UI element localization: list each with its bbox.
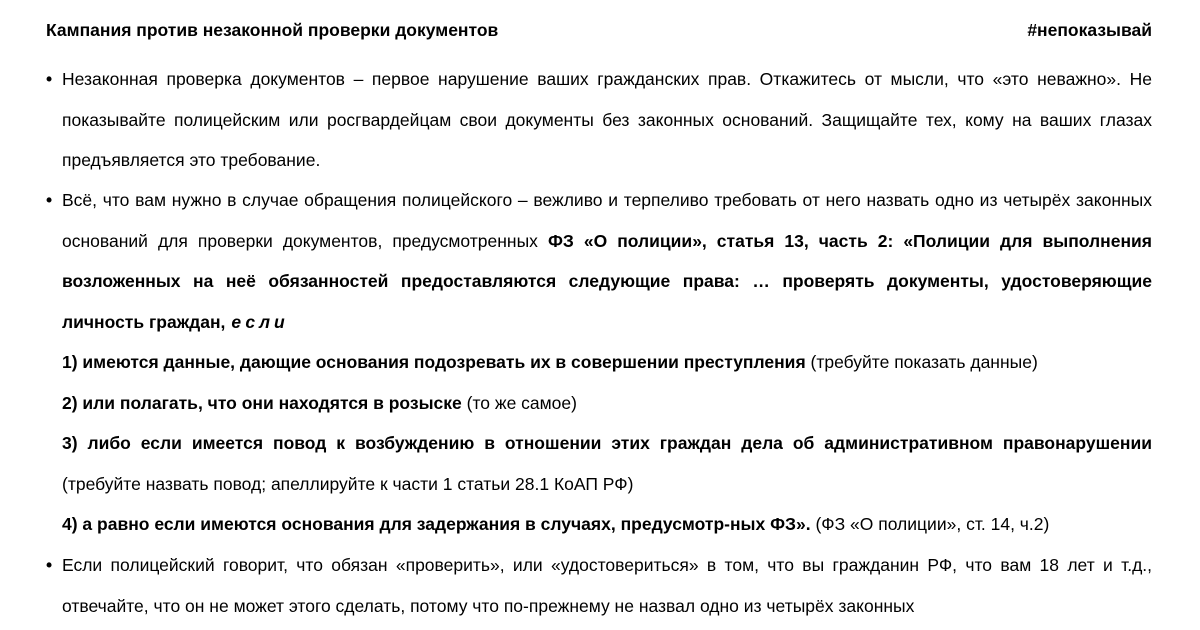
legal-ground-1-note: (требуйте показать данные) [805, 352, 1038, 372]
legal-ground-3-text: 3) либо если имеется повод к возбуждению в отношении этих граждан дела об административном правонарушении [62, 433, 1152, 453]
campaign-title: Кампания против незаконной проверки документов [46, 20, 499, 40]
bullet-dot: • [46, 190, 53, 210]
legal-ground-2 [62, 383, 1152, 424]
bullet-item-2 [46, 180, 1152, 545]
legal-ground-3 [62, 423, 1152, 504]
legal-ground-3-note: (требуйте назвать повод; апеллируйте к части 1 статьи 28.1 КоАП РФ) [62, 473, 634, 494]
legal-ground-2-text: 2) или полагать, что они находятся в розыске [62, 392, 462, 413]
legal-ground-1-text: 1) имеются данные, дающие основания подозревать их в совершении преступления [62, 352, 806, 372]
bullet-2-intro: Всё, что вам нужно в случае обращения полицейского – вежливо и терпеливо требовать от него назвать одно из четырёх законных оснований для проверки документов, предусмотренных [62, 190, 1152, 251]
legal-ground-4 [62, 504, 1152, 545]
legal-ground-2-note: (то же самое) [461, 392, 577, 413]
bullet-text-2 [62, 180, 1152, 545]
if-word: если [231, 311, 289, 332]
campaign-hashtag: #непоказывай [1027, 20, 1152, 40]
bullet-text-3: Если полицейский говорит, что обязан «проверить», или «удостовериться» в том, что вы гражданин РФ, что вам 18 лет и т.д., отвечайте, что он не может этого сделать, потому что по-прежнему не назвал одно из четырёх законных [62, 555, 1152, 616]
document-header [46, 20, 1152, 41]
law-quote: «Полиции для выполнения возложенных на неё обязанностей предоставляются следующие права: … проверять документы, удостоверяющие личность граждан, [62, 230, 1152, 332]
bullet-dot: • [46, 69, 53, 89]
bullet-item-3 [46, 545, 1152, 626]
legal-ground-1 [62, 342, 1152, 383]
law-reference: ФЗ «О полиции», статья 13, часть 2: [547, 230, 894, 251]
bullet-text-1: Незаконная проверка документов – первое нарушение ваших гражданских прав. Откажитесь от мысли, что «это неважно». Не показывайте полицейским или росгвардейцам свои документы без законных оснований. Защищайте тех, кому на ваших глазах предъявляется это требование. [62, 69, 1152, 170]
bullet-item-1 [46, 59, 1152, 181]
legal-ground-4-note: (ФЗ «О полиции», ст. 14, ч.2) [810, 514, 1050, 534]
legal-ground-4-text: 4) а равно если имеются основания для задержания в случаях, предусмотр-ных ФЗ». [62, 514, 811, 534]
bullet-dot: • [46, 555, 53, 575]
